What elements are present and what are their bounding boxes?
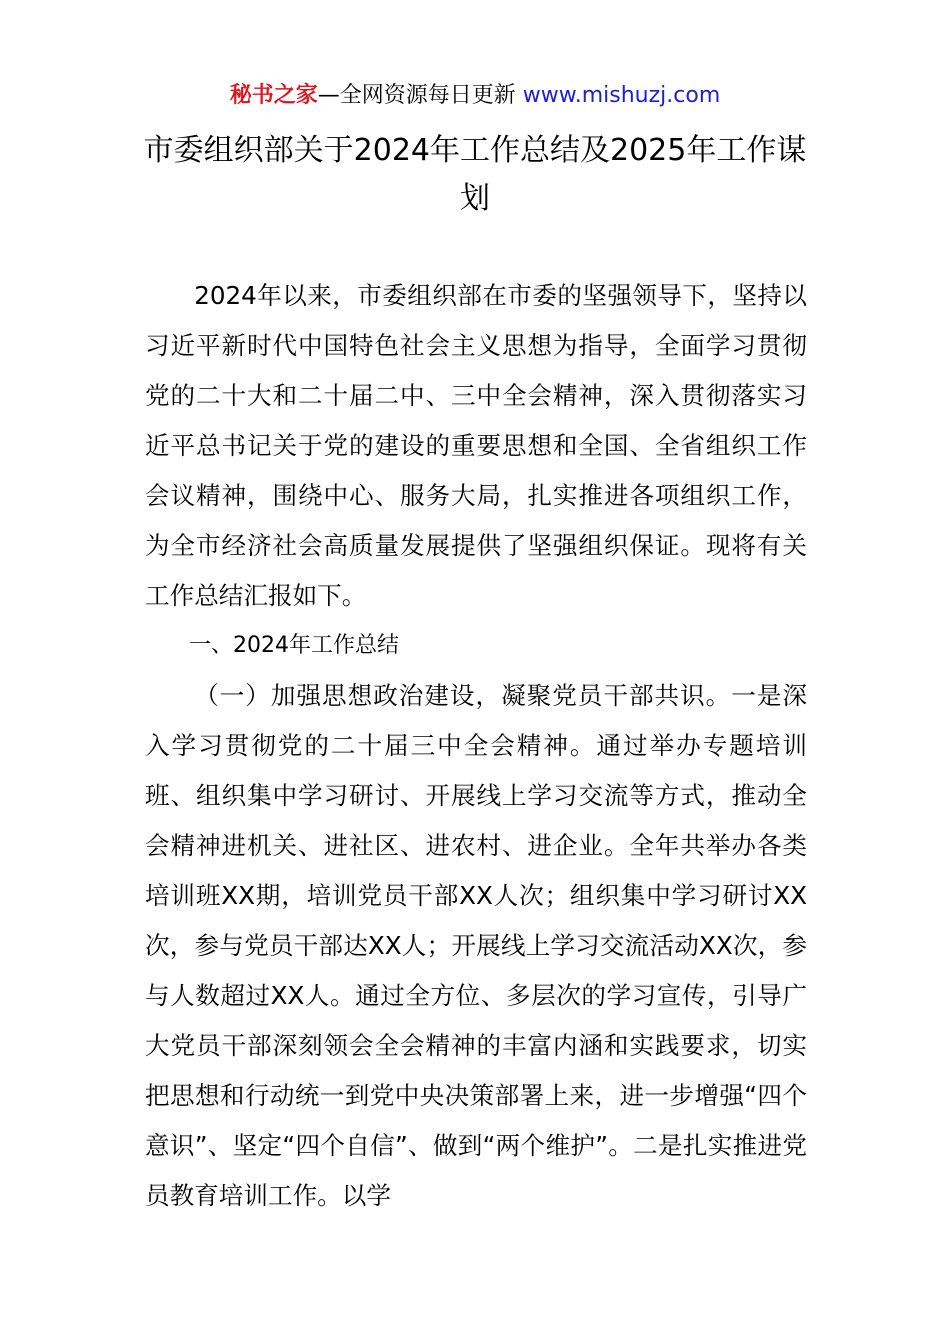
site-header (0, 80, 950, 112)
body-paragraph: （一）加强思想政治建设，凝聚党员干部共识。一是深入学习贯彻党的二十届三中全会精神。通过举办专题培训班、组织集中学习研讨、开展线上学习交流等方式，推动全会精神进机关、进社区、进农村、进企业。全年共举办各类培训班XX期，培训党员干部XX人次；组织集中学习研讨XX次，参与党员干部达XX人；开展线上学习交流活动XX次，参与人数超过XX人。通过全方位、多层次的学习宣传，引导广大党员干部深刻领会全会精神的丰富内涵和实践要求，切实把思想和行动统一到党中央决策部署上来，进一步增强“四个意识”、坚定“四个自信”、做到“两个维护”。二是扎实推进党员教育培训工作。以学 (145, 681, 807, 1210)
site-url-link[interactable]: www.mishuzj.com (522, 83, 721, 108)
document-body (145, 271, 807, 1221)
section-heading: 一、2024年工作总结 (189, 633, 399, 658)
intro-paragraph: 2024年以来，市委组织部在市委的坚强领导下，坚持以习近平新时代中国特色社会主义思想为指导，全面学习贯彻党的二十大和二十届二中、三中全会精神，深入贯彻落实习近平总书记关于党的建设的重要思想和全国、全省组织工作会议精神，围绕中心、服务大局，扎实推进各项组织工作，为全市经济社会高质量发展提供了坚强组织保证。现将有关工作总结汇报如下。 (145, 281, 807, 610)
document-title: 市委组织部关于2024年工作总结及2025年工作谋划 (143, 133, 807, 216)
site-brand[interactable]: 秘书之家 (229, 83, 318, 108)
site-tagline: —全网资源每日更新 (317, 83, 523, 108)
